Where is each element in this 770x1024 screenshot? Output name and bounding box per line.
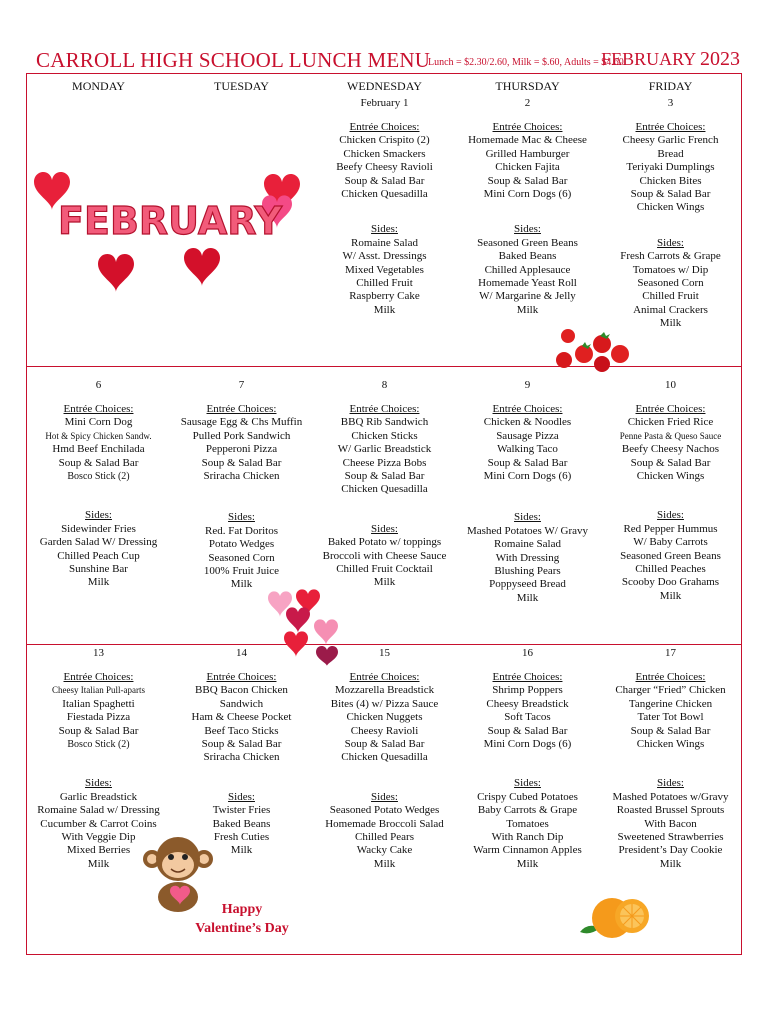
side-item: Milk — [516, 591, 539, 604]
date-label: February 1 — [360, 97, 409, 109]
day-cell-feb-7 — [170, 378, 313, 592]
sides-heading: Sides: — [657, 236, 684, 249]
entree-item: Ham & Cheese Pocket — [191, 711, 292, 724]
date-label: 10 — [665, 379, 676, 391]
side-item: Cucumber & Carrot Coins — [40, 817, 157, 830]
side-item: With Ranch Dip — [491, 831, 564, 844]
side-item: Chilled Fruit — [356, 277, 413, 290]
entree-item: Soup & Salad Bar — [344, 174, 425, 187]
date-label: 3 — [667, 97, 674, 109]
entree-item: Soup & Salad Bar — [344, 738, 425, 751]
entree-item: Pulled Pork Sandwich — [192, 429, 291, 442]
oranges-graphic — [570, 888, 654, 944]
entree-item: Soup & Salad Bar — [487, 456, 568, 469]
entree-item: Beef Taco Sticks — [204, 724, 279, 737]
entree-item: Soup & Salad Bar — [201, 738, 282, 751]
heart-icon — [98, 254, 134, 292]
side-item: Chilled Pears — [355, 831, 414, 844]
entree-item: Soup & Salad Bar — [344, 470, 425, 483]
side-item: Milk — [230, 844, 253, 857]
day-cell-feb-6 — [27, 378, 170, 590]
sides-heading: Sides: — [85, 509, 112, 522]
entree-choices-heading: Entrée Choices: — [349, 671, 420, 683]
side-item: Mashed Potatoes w/Gravy — [612, 790, 729, 803]
sides-heading: Sides: — [228, 511, 255, 524]
side-item: Milk — [87, 857, 110, 870]
menu-header — [28, 48, 744, 72]
side-item: Sweetened Strawberries — [617, 831, 724, 844]
side-item: Chilled Fruit — [642, 290, 699, 303]
side-item: Potato Wedges — [208, 538, 275, 551]
entree-item: Walking Taco — [497, 443, 558, 456]
side-item: Romaine Salad — [351, 236, 418, 249]
side-item: With Dressing — [495, 551, 560, 564]
date-label: 15 — [379, 647, 390, 659]
sides-heading: Sides: — [657, 509, 684, 522]
side-item: Romaine Salad — [494, 538, 561, 551]
entree-item: Sandwich — [219, 697, 264, 710]
entree-item: W/ Garlic Breadstick — [337, 443, 432, 456]
entree-choices-heading: Entrée Choices: — [492, 121, 563, 133]
entree-item: Soup & Salad Bar — [201, 456, 282, 469]
entree-item: Hmd Beef Enchilada — [52, 443, 145, 456]
side-item: With Veggie Dip — [61, 831, 136, 844]
day-cell-feb-9 — [456, 378, 599, 605]
day-header-wednesday: WEDNESDAY — [347, 79, 422, 93]
day-cell-feb-1 — [313, 96, 456, 317]
hearts-cluster-graphic — [262, 586, 344, 666]
date-label: 14 — [236, 647, 247, 659]
entree-choices-heading: Entrée Choices: — [63, 671, 134, 683]
side-item: Broccoli with Cheese Sauce — [322, 549, 447, 562]
week-divider — [27, 644, 741, 645]
entree-item: Soup & Salad Bar — [487, 724, 568, 737]
entree-item: Soup & Salad Bar — [630, 456, 711, 469]
side-item: Homemade Broccoli Salad — [325, 817, 444, 830]
side-item: Chilled Peach Cup — [57, 549, 140, 562]
side-item: Animal Crackers — [633, 303, 708, 316]
sides-heading: Sides: — [514, 511, 541, 524]
side-item: Poppyseed Bread — [489, 578, 566, 591]
entree-item: Chicken Sticks — [351, 429, 418, 442]
entree-item: Cheesy Garlic French — [622, 134, 719, 147]
valentine-line-1: Happy — [221, 902, 263, 917]
month-name: FEBRUARY — [601, 49, 696, 69]
side-item: Blushing Pears — [494, 565, 561, 578]
side-item: Wacky Cake — [356, 844, 413, 857]
side-item: Mashed Potatoes W/ Gravy — [466, 524, 589, 537]
day-cell-feb-3 — [599, 96, 742, 331]
side-item: Mixed Vegetables — [345, 263, 424, 276]
entree-item: Chicken Nuggets — [346, 711, 423, 724]
side-item: Milk — [516, 857, 539, 870]
day-cell-feb-8 — [313, 378, 456, 590]
side-item: With Bacon — [644, 817, 697, 830]
side-item: Seasoned Green Beans — [620, 549, 721, 562]
side-item: Chilled Applesauce — [484, 263, 571, 276]
side-item: Baked Beans — [498, 250, 557, 263]
sides-heading: Sides: — [371, 223, 398, 236]
side-item: Milk — [373, 857, 396, 870]
side-item: Fresh Carrots & Grape — [620, 250, 721, 263]
entree-item: Teriyaki Dumplings — [626, 161, 715, 174]
entree-item: Chicken Fajita — [495, 161, 560, 174]
entree-choices-heading: Entrée Choices: — [492, 403, 563, 415]
entree-item: Soup & Salad Bar — [58, 456, 139, 469]
entree-choices-heading: Entrée Choices: — [635, 671, 706, 683]
entree-item: Cheesy Breadstick — [486, 697, 569, 710]
entree-item: Chicken Bites — [639, 174, 702, 187]
year-label: 2023 — [700, 48, 740, 70]
entree-item: Soup & Salad Bar — [630, 724, 711, 737]
side-item: Homemade Yeast Roll — [478, 277, 577, 290]
side-item: Baked Potato w/ toppings — [327, 536, 442, 549]
side-item: Romaine Salad w/ Dressing — [37, 804, 160, 817]
entree-item: Soft Tacos — [504, 711, 551, 724]
valentines-day-greeting — [172, 900, 312, 938]
entree-item: Bosco Stick (2) — [67, 739, 130, 751]
entree-choices-heading: Entrée Choices: — [635, 403, 706, 415]
entree-item: Beefy Cheesy Ravioli — [336, 161, 433, 174]
date-label: 13 — [93, 647, 104, 659]
entree-item: Mozzarella Breadstick — [334, 684, 435, 697]
side-item: Sunshine Bar — [69, 563, 128, 576]
entree-choices-heading: Entrée Choices: — [63, 403, 134, 415]
entree-item: Chicken Smackers — [343, 147, 426, 160]
side-item: Baked Beans — [212, 817, 271, 830]
sides-heading: Sides: — [228, 790, 255, 803]
side-item: Garlic Breadstick — [59, 790, 138, 803]
side-item: Milk — [373, 303, 396, 316]
side-item: Tomatoes — [506, 817, 549, 830]
side-item: W/ Margarine & Jelly — [479, 290, 576, 303]
side-item: Milk — [373, 576, 396, 589]
entree-item: Chicken Wings — [636, 738, 705, 751]
day-header-friday: FRIDAY — [648, 79, 693, 93]
side-item: Milk — [230, 578, 253, 591]
entree-item: Sriracha Chicken — [203, 470, 280, 483]
menu-title: CARROLL HIGH SCHOOL LUNCH MENU — [36, 48, 431, 72]
side-item: Sidewinder Fries — [61, 522, 136, 535]
february-hearts-graphic — [30, 140, 310, 300]
entree-item: BBQ Rib Sandwich — [340, 416, 429, 429]
day-header-tuesday: TUESDAY — [214, 79, 269, 93]
entree-choices-heading: Entrée Choices: — [349, 121, 420, 133]
entree-item: Soup & Salad Bar — [58, 724, 139, 737]
side-item: Twister Fries — [212, 804, 271, 817]
side-item: Tomatoes w/ Dip — [632, 263, 709, 276]
date-label: 8 — [381, 379, 388, 391]
side-item: Fresh Cuties — [213, 831, 270, 844]
side-item: Roasted Brussel Sprouts — [616, 804, 725, 817]
sides-heading: Sides: — [514, 777, 541, 790]
side-item: Red Pepper Hummus — [623, 522, 718, 535]
entree-choices-heading: Entrée Choices: — [635, 121, 706, 133]
date-label: 7 — [238, 379, 245, 391]
entree-item: Mini Corn Dogs (6) — [483, 470, 572, 483]
entree-item: Tangerine Chicken — [628, 697, 713, 710]
side-item: Garden Salad W/ Dressing — [39, 536, 158, 549]
entree-item: Tater Tot Bowl — [637, 711, 704, 724]
entree-item: Pepperoni Pizza — [205, 443, 278, 456]
date-label: 6 — [95, 379, 102, 391]
february-banner-text: FEBRUARY — [58, 199, 282, 243]
entree-choices-heading: Entrée Choices: — [492, 671, 563, 683]
entree-item: Hot & Spicy Chicken Sandw. — [45, 430, 152, 441]
day-header-monday: MONDAY — [72, 79, 125, 93]
sides-heading: Sides: — [514, 223, 541, 236]
entree-item: Chicken Quesadilla — [341, 751, 428, 764]
day-cell-feb-10 — [599, 378, 742, 603]
entree-item: Mini Corn Dogs (6) — [483, 188, 572, 201]
side-item: Seasoned Potato Wedges — [329, 804, 440, 817]
entree-item: Bosco Stick (2) — [67, 471, 130, 483]
entree-item: Bites (4) w/ Pizza Sauce — [330, 697, 439, 710]
side-item: Crispy Cubed Potatoes — [477, 790, 578, 803]
entree-choices-heading: Entrée Choices: — [206, 403, 277, 415]
day-cell-feb-17 — [599, 646, 742, 871]
side-item: Chilled Peaches — [635, 563, 706, 576]
side-item: 100% Fruit Juice — [203, 565, 280, 578]
date-label: 17 — [665, 647, 676, 659]
entree-item: Chicken Wings — [636, 470, 705, 483]
side-item: Chilled Fruit Cocktail — [336, 563, 433, 576]
date-label: 9 — [524, 379, 531, 391]
entree-item: Beefy Cheesy Nachos — [621, 443, 720, 456]
price-info: Lunch = $2.30/2.60, Milk = $.60, Adults = $4.60 — [428, 57, 624, 68]
tomatoes-graphic — [550, 326, 634, 376]
side-item: Seasoned Corn — [208, 551, 275, 564]
entree-item: Soup & Salad Bar — [630, 188, 711, 201]
day-cell-feb-15 — [313, 646, 456, 871]
entree-item: Sriracha Chicken — [203, 751, 280, 764]
side-item: Milk — [87, 576, 110, 589]
day-cell-feb-16 — [456, 646, 599, 871]
entree-item: Mini Corn Dog — [64, 416, 133, 429]
side-item: Milk — [516, 303, 539, 316]
entree-item: Chicken Wings — [636, 201, 705, 214]
entree-item: Sausage Egg & Chs Muffin — [180, 416, 303, 429]
date-label: 2 — [524, 97, 531, 109]
day-cell-feb-14 — [170, 646, 313, 858]
side-item: Mixed Berries — [66, 844, 131, 857]
entree-choices-heading: Entrée Choices: — [349, 403, 420, 415]
entree-item: Italian Spaghetti — [62, 697, 135, 710]
entree-item: Bread — [657, 147, 684, 160]
entree-item: Chicken Quesadilla — [341, 188, 428, 201]
side-item: President’s Day Cookie — [618, 844, 723, 857]
date-label: 16 — [522, 647, 533, 659]
entree-item: Sausage Pizza — [496, 429, 559, 442]
heart-icon — [184, 248, 220, 286]
entree-item: Chicken Quesadilla — [341, 483, 428, 496]
entree-item: Charger “Fried” Chicken — [615, 684, 726, 697]
entree-item: BBQ Bacon Chicken — [195, 684, 288, 697]
side-item: Raspberry Cake — [349, 290, 420, 303]
entree-item: Fiestada Pizza — [66, 711, 131, 724]
entree-item: Cheesy Ravioli — [350, 724, 419, 737]
side-item: W/ Asst. Dressings — [342, 250, 427, 263]
side-item: Milk — [659, 589, 682, 602]
entree-choices-heading: Entrée Choices: — [206, 671, 277, 683]
month-label — [601, 48, 740, 71]
sides-heading: Sides: — [657, 777, 684, 790]
entree-item: Cheesy Italian Pull-aparts — [52, 685, 145, 696]
entree-item: Penne Pasta & Queso Sauce — [619, 430, 722, 441]
side-item: Baby Carrots & Grape — [477, 804, 578, 817]
sides-heading: Sides: — [371, 522, 398, 535]
entree-item: Soup & Salad Bar — [487, 174, 568, 187]
side-item: W/ Baby Carrots — [633, 536, 708, 549]
entree-item: Chicken Crispito (2) — [339, 134, 430, 147]
day-header-thursday: THURSDAY — [495, 79, 560, 93]
side-item: Seasoned Green Beans — [477, 236, 578, 249]
entree-item: Chicken & Noodles — [483, 416, 572, 429]
entree-item: Cheese Pizza Bobs — [342, 456, 427, 469]
day-cell-feb-2 — [456, 96, 599, 317]
entree-item: Shrimp Poppers — [492, 684, 563, 697]
side-item: Warm Cinnamon Apples — [473, 844, 582, 857]
side-item: Scooby Doo Grahams — [621, 576, 720, 589]
entree-item: Homemade Mac & Cheese — [468, 134, 587, 147]
entree-item: Mini Corn Dogs (6) — [483, 738, 572, 751]
side-item: Red. Fat Doritos — [204, 524, 279, 537]
entree-item: Grilled Hamburger — [485, 147, 570, 160]
sides-heading: Sides: — [371, 790, 398, 803]
side-item: Milk — [659, 317, 682, 330]
sides-heading: Sides: — [85, 777, 112, 790]
side-item: Seasoned Corn — [637, 277, 704, 290]
side-item: Milk — [659, 857, 682, 870]
entree-item: Chicken Fried Rice — [627, 416, 714, 429]
valentine-line-2: Valentine’s Day — [195, 921, 289, 936]
